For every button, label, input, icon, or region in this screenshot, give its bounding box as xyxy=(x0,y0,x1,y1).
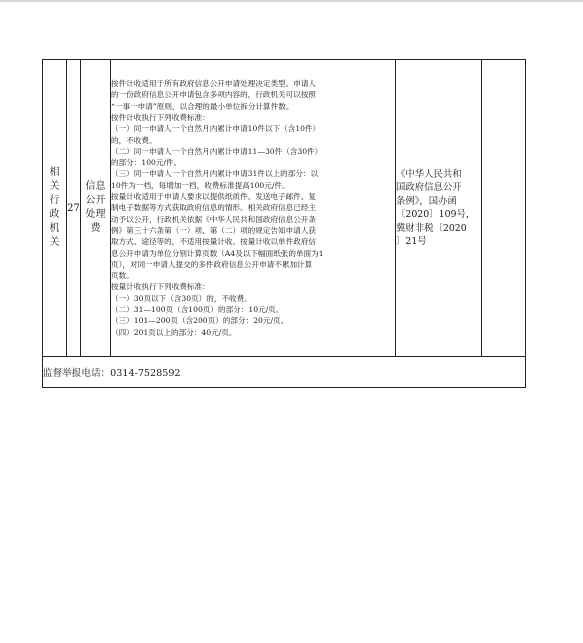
remarks-cell xyxy=(482,60,526,357)
category-char: 政 xyxy=(49,209,60,220)
row-number: 27 xyxy=(67,60,81,357)
item-name-part: 信息 xyxy=(85,181,106,192)
category-char: 关 xyxy=(49,181,60,192)
content-line: 按件计收执行下列收费标准： xyxy=(111,112,210,122)
basis-line: 〔2020〕109号， xyxy=(396,209,476,220)
content-line: （二）31—100页（含100页）的部分：10元/页。 xyxy=(111,305,284,315)
content-line: 制电子数据等方式获取政府信息的情形。相关政府信息已经主 xyxy=(111,203,317,213)
content-line: （三）101—200页（含200页）的部分：20元/页。 xyxy=(111,316,289,326)
content-line: （一）同一申请人一个自然月内累计申请10件以下（含10件） xyxy=(111,124,321,134)
content-line: 页数。 xyxy=(111,271,134,281)
content-line: 息公开申请为单位分别计算页数（A4及以下幅面纸张的单面为1 xyxy=(111,248,324,258)
content-line: “一事一申请”原则，以合理的最小单位拆分计算件数。 xyxy=(111,101,294,111)
content-line: （一）30页以下（含30页）的，不收费。 xyxy=(111,293,252,303)
fee-table xyxy=(42,59,526,388)
content-line: 按件计收适用于所有政府信息公开申请处理决定类型。申请人 xyxy=(111,79,317,89)
footer-row xyxy=(43,357,526,388)
content-line: 10件为一档，每增加一档，收费标准提高100元/件。 xyxy=(111,180,290,190)
content-line: 的部分：100元/件。 xyxy=(111,158,182,168)
content-line: 例》第三十六条第（一）项、第（二）项的规定告知申请人获 xyxy=(111,225,317,235)
content-line: 按量计收执行下列收费标准： xyxy=(111,282,210,292)
category-char: 行 xyxy=(49,195,60,206)
content-line: 动予以公开，行政机关依据《中华人民共和国政府信息公开条 xyxy=(111,214,317,224)
category-cell xyxy=(43,60,67,357)
fee-standard-cell xyxy=(111,60,396,357)
basis-line: 国政府信息公开 xyxy=(396,182,462,193)
page-top-edge xyxy=(0,0,583,2)
legal-basis-cell xyxy=(396,60,482,357)
basis-line: 冀财非税〔2020 xyxy=(396,222,467,234)
basis-line: 条例》，国办函 xyxy=(396,195,457,207)
basis-line: 〕21号 xyxy=(396,236,427,247)
hotline-text: 监督举报电话：0314-7528592 xyxy=(43,357,526,388)
category-char: 关 xyxy=(49,237,60,248)
content-line: （三）同一申请人一个自然月内累计申请31件以上的部分：以 xyxy=(111,169,319,179)
content-line: 的一份政府信息公开申请包含多项内容的，行政机关可以按照 xyxy=(111,90,317,100)
content-line: 取方式、途径等的，不适用按量计收。按量计收以单件政府信 xyxy=(111,237,317,247)
content-line: （四）201页以上的部分：40元/页。 xyxy=(111,327,237,337)
content-line: 页），对同一申请人提交的多件政府信息公开申请不累加计算 xyxy=(111,259,313,269)
content-line: （二）同一申请人一个自然月内累计申请11—30件（含30件） xyxy=(111,146,323,156)
item-name-cell xyxy=(81,60,111,357)
fee-row xyxy=(43,60,526,357)
item-name-part: 处理 xyxy=(85,209,106,220)
content-line: 的，不收费。 xyxy=(111,135,157,145)
item-name-part: 费 xyxy=(90,223,101,234)
basis-line: 《中华人民共和 xyxy=(396,168,462,180)
item-name-part: 公开 xyxy=(85,195,106,206)
category-char: 相 xyxy=(49,167,60,178)
content-line: 按量计收适用于申请人要求以提供纸质件、发送电子邮件、复 xyxy=(111,192,317,202)
category-char: 机 xyxy=(49,223,60,234)
